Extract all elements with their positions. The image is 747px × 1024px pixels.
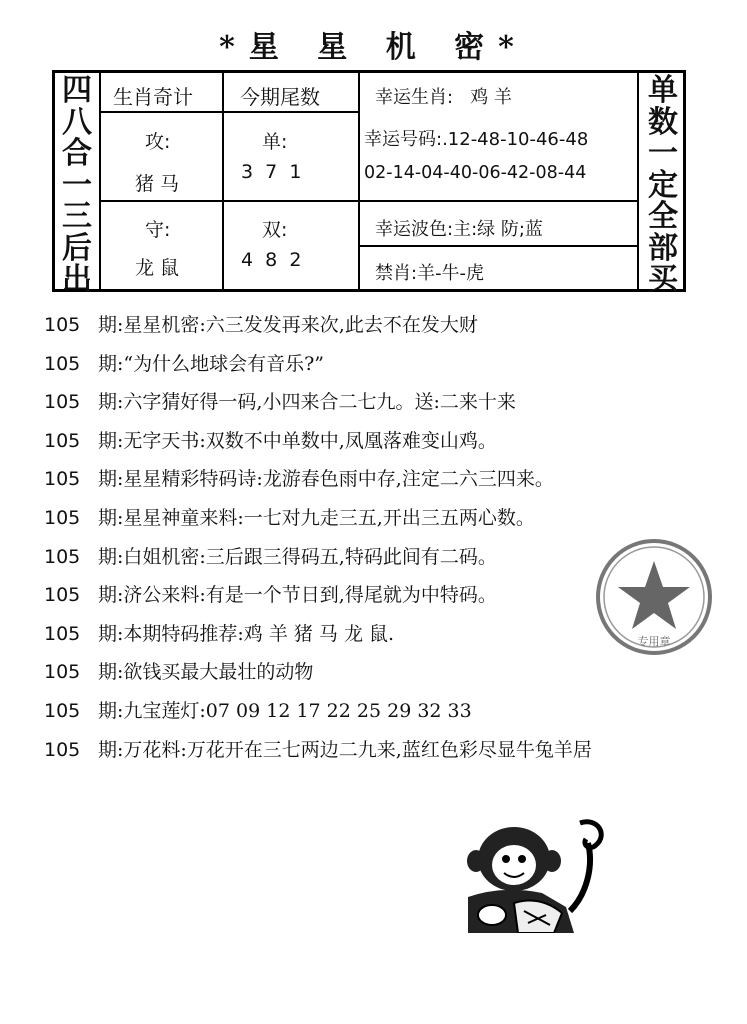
attack-value: 猪 马 — [135, 173, 180, 195]
left-banner-char: 合 — [62, 136, 92, 171]
attack-label: 攻: — [145, 131, 171, 153]
line-text: 期:本期特码推荐:鸡 羊 猪 马 龙 鼠. — [98, 622, 395, 645]
lucky-numbers-line2: 02-14-04-40-06-42-08-44 — [364, 163, 587, 183]
tail-column-header: 今期尾数 — [240, 85, 320, 109]
issue-number: 105 — [44, 468, 81, 491]
issue-number: 105 — [44, 506, 81, 529]
zodiac-column-header: 生肖奇计 — [113, 85, 193, 109]
right-banner-char: 单 — [648, 73, 678, 108]
left-banner-char: 一 — [62, 167, 92, 203]
left-banner-char: 四 — [62, 73, 92, 108]
right-banner-char: 数 — [648, 104, 678, 140]
issue-number: 105 — [44, 622, 81, 645]
line-text: 期:“为什么地球会有音乐?” — [98, 352, 325, 375]
list-item — [44, 383, 744, 422]
left-banner-char: 后 — [62, 230, 92, 266]
issue-number: 105 — [44, 584, 81, 607]
left-banner — [55, 75, 99, 296]
issue-number: 105 — [44, 314, 81, 336]
line-text: 期:万花料:万花开在三七两边二九来,蓝红色彩尽显牛兔羊居 — [98, 738, 592, 761]
lucky-wave: 幸运波色:主:绿 防;蓝 — [375, 219, 543, 240]
single-value: 3 7 1 — [241, 161, 302, 183]
right-banner-char: 买 — [648, 262, 678, 297]
line-text: 期:六字猜好得一码,小四来合二七九。送:二来十来 — [98, 391, 516, 414]
right-banner — [641, 75, 685, 296]
lucky-numbers-line1: 幸运号码:.12-48-10-46-48 — [364, 129, 589, 150]
right-banner-char: 全 — [648, 199, 678, 234]
list-item — [44, 460, 744, 499]
issue-number: 105 — [44, 545, 81, 568]
issue-number: 105 — [44, 661, 81, 684]
line-text: 期:星星机密:六三发发再来次,此去不在发大财 — [98, 314, 478, 336]
single-label: 单: — [262, 131, 288, 153]
issue-number: 105 — [44, 738, 81, 761]
forbidden-zodiac: 禁肖:羊-牛-虎 — [375, 263, 485, 284]
left-banner-char: 出 — [62, 262, 92, 297]
line-text: 期:白姐机密:三后跟三得码五,特码此间有二码。 — [98, 545, 497, 568]
line-text: 期:星星精彩特码诗:龙游春色雨中存,注定二六三四来。 — [98, 468, 554, 491]
list-item — [44, 499, 744, 538]
stamp-text: 专用章 — [637, 635, 671, 648]
list-item — [44, 692, 744, 731]
info-table — [52, 70, 686, 297]
line-text: 期:九宝莲灯:07 09 12 17 22 25 29 32 33 — [98, 699, 472, 722]
double-value: 4 8 2 — [241, 249, 302, 271]
issue-number: 105 — [44, 391, 81, 414]
right-banner-char: 一 — [648, 136, 678, 171]
right-banner-char: 定 — [648, 167, 678, 203]
issue-number: 105 — [44, 352, 81, 375]
line-text: 期:星星神童来料:一七对九走三五,开出三五两心数。 — [98, 506, 535, 529]
page-title: *星 星 机 密* — [219, 30, 528, 65]
lucky-zodiac: 幸运生肖: 鸡 羊 — [375, 87, 512, 108]
list-item — [44, 731, 744, 770]
line-text: 期:无字天书:双数不中单数中,凤凰落难变山鸡。 — [98, 429, 497, 452]
seal-stamp-icon — [594, 537, 714, 657]
left-banner-char: 八 — [62, 104, 92, 140]
list-item — [44, 653, 744, 692]
defense-value: 龙 鼠 — [135, 257, 180, 279]
list-item — [44, 306, 744, 345]
issue-number: 105 — [44, 699, 81, 722]
line-text: 期:欲钱买最大最壮的动物 — [98, 661, 314, 684]
defense-label: 守: — [145, 219, 171, 241]
list-item — [44, 422, 744, 461]
issue-number: 105 — [44, 429, 81, 452]
monkey-mascot-icon — [462, 815, 608, 933]
list-item — [44, 345, 744, 384]
left-banner-char: 三 — [62, 199, 92, 234]
right-banner-char: 部 — [648, 230, 678, 266]
double-label: 双: — [262, 219, 288, 241]
line-text: 期:济公来料:有是一个节日到,得尾就为中特码。 — [98, 584, 497, 607]
